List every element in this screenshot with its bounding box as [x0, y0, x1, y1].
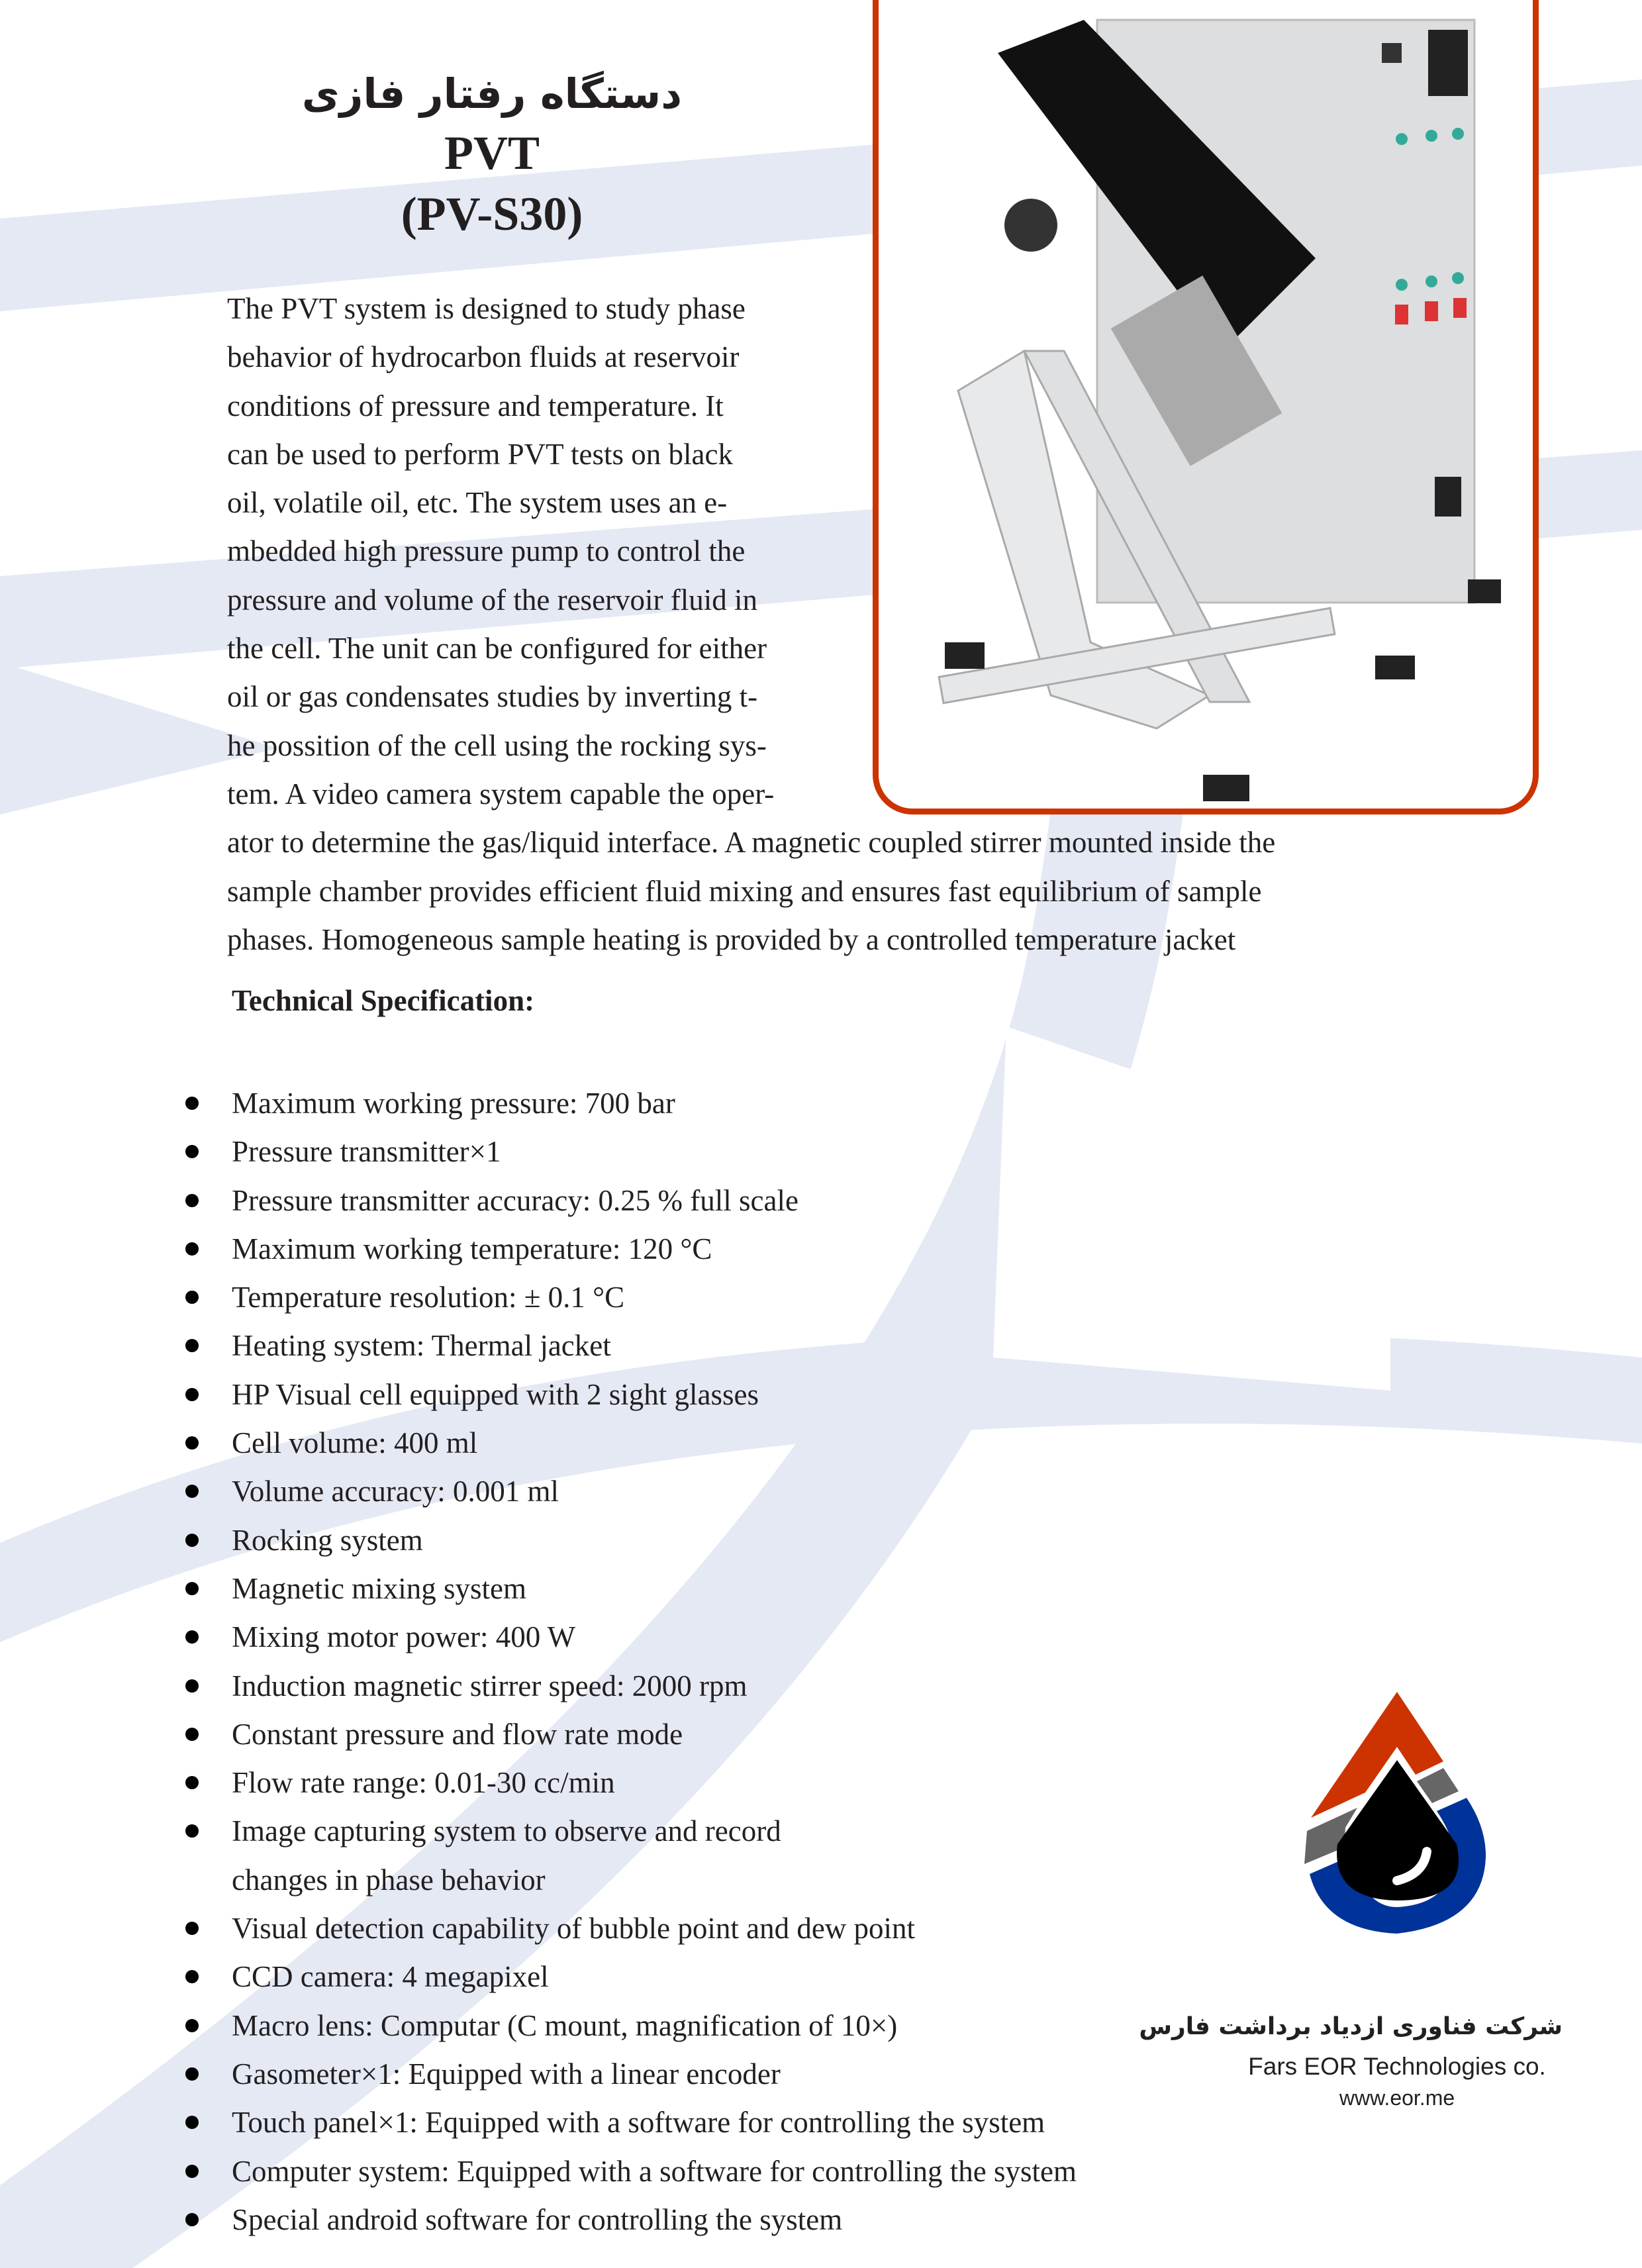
spec-text: Heating system: Thermal jacket: [232, 1329, 611, 1363]
spec-item: [0, 1807, 1077, 1904]
spec-text: CCD camera: 4 megapixel: [232, 1960, 549, 1994]
bullet-icon: [185, 2213, 199, 2226]
spec-text: Pressure transmitter×1: [232, 1135, 501, 1169]
title-pvt: PVT: [444, 126, 540, 179]
spec-item: [0, 2147, 1077, 2196]
spec-item: [0, 1516, 1077, 1565]
title-persian: دستگاه رفتار فازی: [301, 70, 683, 118]
bullet-icon: [185, 1388, 199, 1401]
spec-text: Cell volume: 400 ml: [232, 1426, 478, 1460]
model-number: (PV-S30): [401, 187, 583, 240]
spec-text: Touch panel×1: Equipped with a software for controlling the system: [232, 2106, 1045, 2140]
bullet-icon: [185, 1436, 199, 1450]
bullet-icon: [185, 1534, 199, 1547]
description-line: can be used to perform PVT tests on black: [227, 437, 733, 471]
spec-item: [0, 1128, 1077, 1176]
spec-item: [0, 1079, 1077, 1128]
spec-item: [0, 1759, 1077, 1807]
bullet-icon: [185, 1824, 199, 1838]
spec-item: [0, 1225, 1077, 1273]
spec-text: Pressure transmitter accuracy: 0.25 % full scale: [232, 1183, 798, 1217]
spec-item: [0, 1662, 1077, 1710]
spec-text: Image capturing system to observe and record changes in phase behavior: [232, 1814, 781, 1897]
bullet-icon: [185, 1630, 199, 1644]
spec-item: [0, 1565, 1077, 1613]
spec-text: Mixing motor power: 400 W: [232, 1620, 576, 1654]
bullet-icon: [185, 1922, 199, 1935]
spec-item: [0, 2196, 1077, 2244]
bullet-icon: [185, 2067, 199, 2081]
description-line: the cell. The unit can be configured for either: [227, 632, 767, 666]
description-line: tem. A video camera system capable the oper-: [227, 777, 775, 811]
description-line: phases. Homogeneous sample heating is provided by a controlled temperature jacket: [227, 922, 1236, 956]
spec-item: [0, 2002, 1077, 2050]
bullet-icon: [185, 2116, 199, 2129]
bullet-icon: [185, 2019, 199, 2032]
spec-text: Special android software for controlling the system: [232, 2202, 843, 2236]
company-website: www.eor.me: [1339, 2086, 1455, 2110]
specification-list: [0, 1079, 1077, 2244]
spec-item: [0, 1710, 1077, 1759]
spec-item: [0, 2098, 1077, 2147]
bullet-icon: [185, 1097, 199, 1110]
spec-item: [0, 1613, 1077, 1661]
product-photo-frame: [873, 0, 1539, 814]
bullet-icon: [185, 1485, 199, 1498]
specification-heading: Technical Specification:: [232, 984, 535, 1017]
spec-text: Constant pressure and flow rate mode: [232, 1717, 683, 1751]
spec-item: [0, 1953, 1077, 2001]
spec-text: Flow rate range: 0.01-30 cc/min: [232, 1766, 615, 1800]
spec-text: Computer system: Equipped with a software for controlling the system: [232, 2154, 1077, 2188]
bullet-icon: [185, 1339, 199, 1352]
spec-text: Macro lens: Computar (C mount, magnification of 10×): [232, 2008, 898, 2042]
description-line: conditions of pressure and temperature. It: [227, 389, 724, 422]
description-line: sample chamber provides efficient fluid mixing and ensures fast equilibrium of sample: [227, 874, 1262, 908]
spec-item: [0, 2050, 1077, 2098]
bullet-icon: [185, 1776, 199, 1789]
bullet-icon: [185, 1728, 199, 1741]
description-line: pressure and volume of the reservoir fluid in: [227, 583, 758, 616]
bullet-icon: [185, 2165, 199, 2178]
description-line: he possition of the cell using the rocking sys-: [227, 728, 767, 762]
spec-text: Induction magnetic stirrer speed: 2000 rpm: [232, 1669, 748, 1702]
description-line: mbedded high pressure pump to control the: [227, 534, 746, 568]
spec-text: Visual detection capability of bubble point and dew point: [232, 1912, 916, 1946]
spec-item: [0, 1177, 1077, 1225]
spec-text: Magnetic mixing system: [232, 1571, 526, 1605]
bullet-icon: [185, 1291, 199, 1304]
spec-item: [0, 1467, 1077, 1516]
description-line: oil or gas condensates studies by inverting t-: [227, 680, 758, 714]
bullet-icon: [185, 1582, 199, 1595]
spec-text: Rocking system: [232, 1523, 423, 1557]
spec-item: [0, 1904, 1077, 1953]
bullet-icon: [185, 1970, 199, 1983]
spec-item: [0, 1322, 1077, 1370]
bullet-icon: [185, 1145, 199, 1158]
spec-item: [0, 1419, 1077, 1467]
description-line: behavior of hydrocarbon fluids at reservoir: [227, 340, 740, 374]
spec-text: Volume accuracy: 0.001 ml: [232, 1475, 559, 1508]
bullet-icon: [185, 1194, 199, 1207]
spec-text: Maximum working pressure: 700 bar: [232, 1087, 675, 1120]
company-logo-icon: [1291, 1689, 1503, 2000]
bullet-icon: [185, 1242, 199, 1256]
company-name-persian: شرکت فناوری ازدیاد برداشت فارس: [1139, 2013, 1563, 2040]
spec-item: [0, 1371, 1077, 1419]
spec-text: Temperature resolution: ± 0.1 °C: [232, 1281, 625, 1314]
bullet-icon: [185, 1679, 199, 1693]
spec-text: Maximum working temperature: 120 °C: [232, 1232, 712, 1265]
description-line: The PVT system is designed to study phase: [227, 292, 746, 325]
description-line: ator to determine the gas/liquid interface. A magnetic coupled stirrer mounted inside the: [227, 826, 1276, 860]
spec-text: HP Visual cell equipped with 2 sight glasses: [232, 1377, 759, 1411]
company-name-english: Fars EOR Technologies co.: [1248, 2053, 1546, 2080]
description-line: oil, volatile oil, etc. The system uses an e-: [227, 486, 728, 520]
spec-item: [0, 1273, 1077, 1322]
spec-text: Gasometer×1: Equipped with a linear encoder: [232, 2057, 781, 2091]
pvt-machine-image: [879, 0, 1533, 808]
